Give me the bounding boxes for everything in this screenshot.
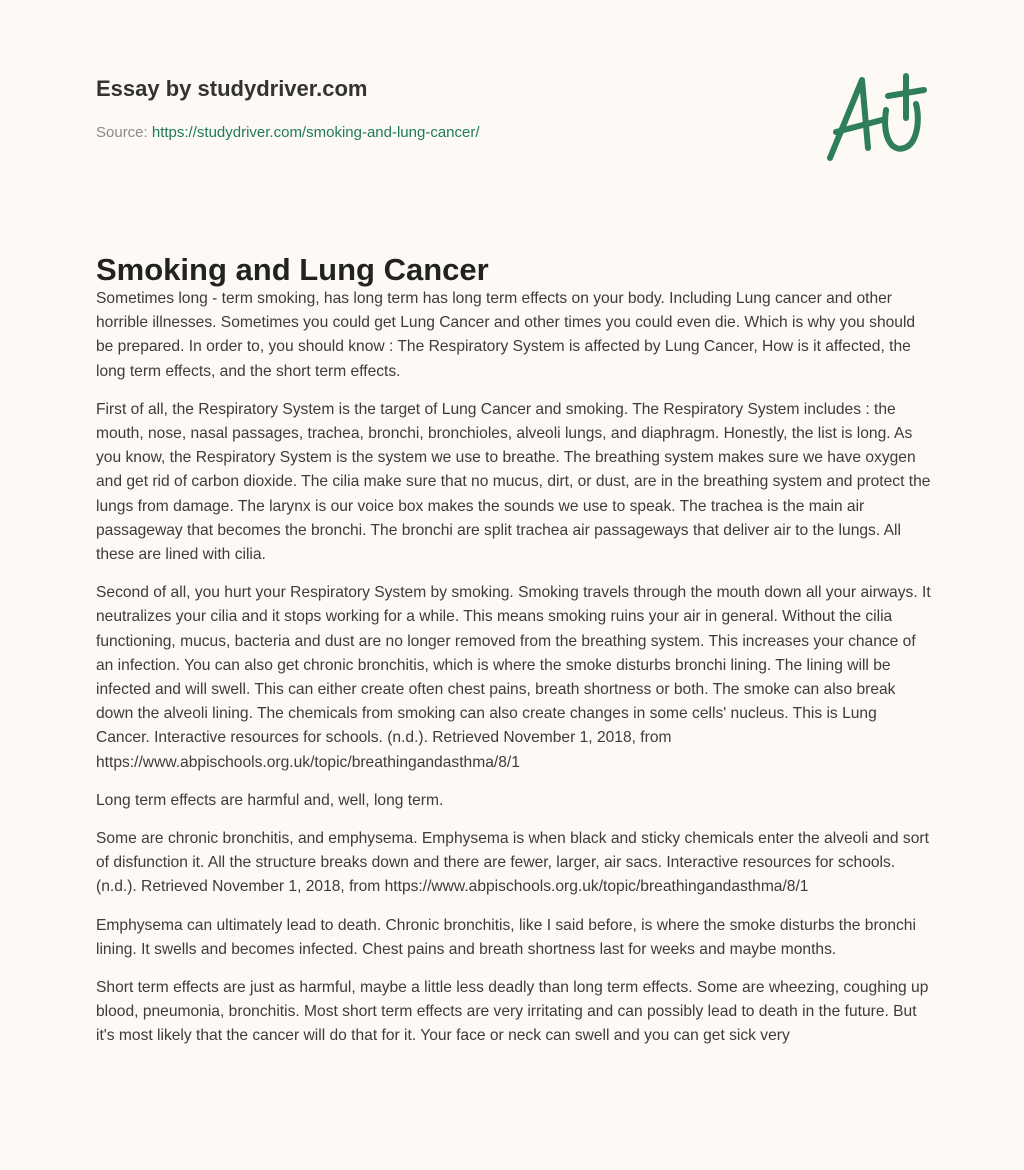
paragraph: Sometimes long - term smoking, has long term has long term effects on your body. Including Lung cancer and other horrible illnesses. Sometimes you could get Lung Cancer and other times you could even die. Which is why you should be prepared. In order to, you should know : The Respiratory System is affected by Lung Cancer, How is it affected, the long term effects, and the short term effects.	[96, 290, 916, 380]
paragraph: First of all, the Respiratory System is the target of Lung Cancer and smoking. The Respiratory System includes : the mouth, nose, nasal passages, trachea, bronchi, bronchioles, alveoli lungs, and diaphragm. Honestly, the list is long. As you know, the Respiratory System is the system we use to breathe. The breathing system makes sure we have oxygen and get rid of carbon dioxide. The cilia make sure that no mucus, dirt, or dust, are in the breathing system and protect the lungs from damage. The larynx is our voice box makes the sounds we use to speak. The trachea is the main air passageway that becomes the bronchi. The bronchi are split trachea air passageways that deliver air to the lungs. All these are lined with cilia.	[96, 400, 931, 564]
essay-title: Smoking and Lung Cancer	[96, 252, 489, 287]
source-link[interactable]: https://studydriver.com/smoking-and-lung-cancer/	[151, 124, 480, 141]
source-label: Source:	[96, 124, 148, 141]
paragraph: Second of all, you hurt your Respiratory System by smoking. Smoking travels through the mouth down all your airways. It neutralizes your cilia and it stops working for a while. This means smoking ruins your air in general. Without the cilia functioning, mucus, bacteria and dust are no longer removed from the breathing system. This increases your chance of an infection. You can also get chronic bronchitis, which is where the smoke disturbs bronchi lining. The lining will be infected and will swell. This can either create often chest pains, breath shortness or both. The smoke can also break down the alveoli lining. The chemicals from smoking can also create changes in some cells' nucleus. This is Lung Cancer. Interactive resources for schools. (n.d.). Retrieved November 1, 2018, from https://www.abpischools.org.uk/topic/breathingandasthma/8/1	[96, 584, 931, 771]
paragraph: Emphysema can ultimately lead to death. Chronic bronchitis, like I said before, is where the smoke disturbs the bronchi lining. It swells and becomes infected. Chest pains and breath shortness last for weeks and maybe months.	[96, 916, 916, 958]
paragraph: Some are chronic bronchitis, and emphysema. Emphysema is when black and sticky chemicals enter the alveoli and sort of disfunction it. All the structure breaks down and there are fewer, larger, air sacs. Interactive resources for schools. (n.d.). Retrieved November 1, 2018, from https://www.abpischools.org.uk/topic/breathingandasthma/8/1	[96, 830, 929, 896]
source-line	[96, 124, 480, 141]
a-plus-logo-icon	[820, 68, 930, 168]
paragraph: Short term effects are just as harmful, maybe a little less deadly than long term effects. Some are wheezing, coughing up blood, pneumonia, bronchitis. Most short term effects are very irritating and can possibly lead to death in the future. But it's most likely that the cancer will do that for it. Your face or neck can swell and you can get sick very	[96, 979, 929, 1045]
paragraph: Long term effects are harmful and, well, long term.	[96, 791, 444, 809]
essay-body	[96, 287, 932, 1063]
brand-title: Essay by studydriver.com	[96, 76, 368, 101]
